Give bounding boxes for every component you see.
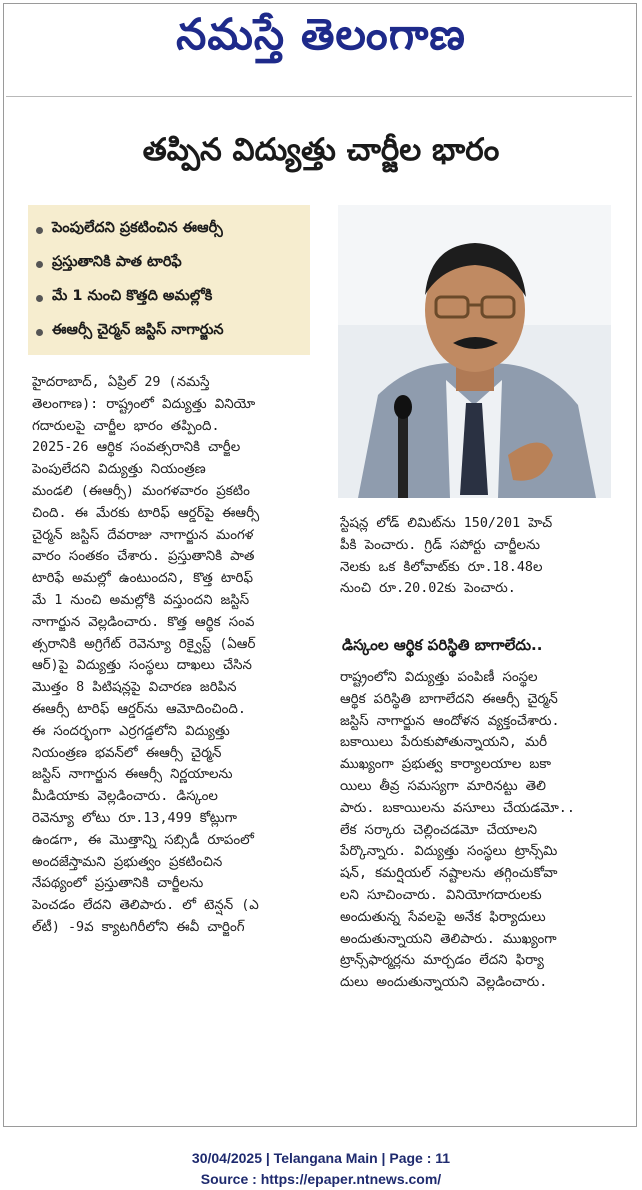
page-footer [0,1148,642,1190]
body-line: ఆర్)పై విద్యుత్తు సంస్థలు దాఖలు చేసిన [32,658,252,674]
body-line: మీడియాకు వెల్లడించారు. డిస్కంల [32,789,218,805]
footer-source: Source : https://epaper.ntnews.com/ [200,1171,442,1187]
body-line: పెంచడం లేదని తెలిపారు. లో టెన్షన్ (ఎ [32,898,259,914]
article-left-column [32,372,326,939]
body-line: పీకి పెంచారు. గ్రిడ్ సపోర్టు చార్జీలను [340,537,541,553]
bullet-icon [36,329,43,336]
body-line: ముఖ్యంగా ప్రభుత్వ కార్యాలయాల బకా [340,757,552,773]
highlight-item [28,315,310,349]
body-line: పేర్కొన్నారు. విద్యుత్తు సంస్థలు ట్రాన్స్‌మి [340,844,558,860]
body-line: మే 1 నుంచి అమల్లోకి వస్తుందని జస్టిస్ [32,592,250,608]
article-right-column-bottom [340,667,622,994]
body-line: అందజేస్తామని ప్రభుత్వం ప్రకటించిన [32,854,223,870]
body-line: చింది. ఈ మేరకు టారిఫ్ ఆర్డర్‌పై ఈఆర్సీ [32,505,260,521]
body-line: ఉండగా, ఈ మొత్తాన్ని సబ్సిడీ రూపంలో [32,832,254,848]
body-line: అందుతున్నాయని తెలిపారు. ముఖ్యంగా [340,931,557,947]
masthead-logo: నమస్తే తెలంగాణ [176,10,466,60]
bullet-icon [36,261,43,268]
highlight-text: ప్రస్తుతానికి పాత టారిఫే [52,254,182,270]
highlight-text: ఈఆర్సీ చైర్మన్ జస్టిస్ నాగార్జున [52,322,224,338]
body-line: ఈ సందర్భంగా ఎర్రగడ్డలోని విద్యుత్తు [32,723,230,739]
body-line: స్టేషన్ల లోడ్ లిమిట్‌ను 150/201 హెచ్ [340,516,553,531]
body-line: పారు. బకాయిలను వసూలు చేయడమో.. [340,800,575,816]
highlight-item [28,213,310,247]
body-line: పెంపులేదని విద్యుత్తు నియంత్రణ [32,462,206,478]
body-line: తెలంగాణ): రాష్ట్రంలో విద్యుత్తు వినియో [32,396,256,412]
body-line: నియంత్రణ భవన్‌లో ఈఆర్సీ చైర్మన్ [32,745,222,761]
body-line: జస్టిస్ నాగార్జున ఈఆర్సీ నిర్ణయాలను [32,767,233,783]
body-line: వారం సంతకం చేశారు. ప్రస్తుతానికి పాత [32,549,255,565]
chairman-photo [338,205,611,498]
body-line: దులు అందుతున్నాయని వెల్లడించారు. [340,975,548,991]
body-line: రాష్ట్రంలోని విద్యుత్తు పంపిణీ సంస్థల [340,670,538,685]
body-line: మొత్తం 8 పిటిషన్లపై విచారణ జరిపిన [32,680,237,696]
body-line: రెవెన్యూ లోటు రూ.13,499 కోట్లుగా [32,810,238,826]
body-line: అందుతున్న సేవలపై అనేక ఫిర్యాదులు [340,909,546,925]
article-right-column-top [340,513,622,600]
bullet-icon [36,227,43,234]
body-line: లని సూచించారు. వినియోగదారులకు [340,887,542,903]
body-line: ఈఆర్సీ టారిఫ్ ఆర్డర్‌ను ఆమోదించింది. [32,701,246,717]
body-line: లేక సర్కారు చెల్లించడమో చేయాలని [340,822,538,838]
body-line: నెలకు ఒక కిలోవాట్‌కు రూ.18.48ల [340,559,543,575]
highlight-text: పెంపులేదని ప్రకటించిన ఈఆర్సీ [52,220,223,236]
highlight-item [28,281,310,315]
body-line: టారిఫే అమల్లో ఉంటుందని, కొత్త టారిఫ్ [32,571,253,587]
body-line: నాగార్జున వెల్లడించారు. కొత్త ఆర్థిక సంవ [32,614,255,630]
highlight-item [28,247,310,281]
body-line: హైదరాబాద్, ఏప్రిల్ 29 (నమస్తే [32,375,210,390]
body-line: ల్‌టీ) -9వ క్యాటగిరీలోని ఈవీ చార్జింగ్ [32,919,245,935]
body-line: ఆర్థిక పరిస్థితి బాగాలేదని ఈఆర్సీ చైర్మన్ [340,691,558,707]
chairman-photo-illustration [338,205,611,498]
article-headline: తప్పిన విద్యుత్తు చార్జీల భారం [142,132,500,168]
body-line: 2025-26 ఆర్థిక సంవత్సరానికి చార్జీల [32,440,241,456]
body-line: గదారులపై చార్జీల భారం తప్పింది. [32,418,220,434]
body-line: బకాయిలు పేరుకుపోతున్నాయని, మరీ [340,735,548,751]
footer-date-edition: 30/04/2025 | Telangana Main | Page : 11 [191,1150,451,1166]
masthead-divider [6,96,632,97]
body-line: యిలు తీవ్ర సమస్యగా మారినట్టు తెలి [340,778,546,794]
body-line: షన్, కమర్షియల్ నష్టాలను తగ్గించుకోవా [340,866,558,882]
body-line: మండలి (ఈఆర్సీ) మంగళవారం ప్రకటిం [32,483,250,499]
bullet-icon [36,295,43,302]
body-line: జస్టిస్ నాగార్జున ఆందోళన వ్యక్తంచేశారు. [340,713,560,729]
body-line: చైర్మన్ జస్టిస్ దేవరాజు నాగార్జున మంగళ [32,527,254,543]
body-line: త్సరానికి అగ్రిగేట్ రెవెన్యూ రిక్వైస్ట్ (ఏఆర్ [32,636,256,652]
highlight-text: మే 1 నుంచి కొత్తది అమల్లోకి [52,288,213,304]
highlights-box [28,205,310,355]
body-line: ట్రాన్స్‌ఫార్మర్లను మార్చడం లేదని ఫిర్యా [340,953,544,969]
section-subhead: డిస్కంల ఆర్థిక పరిస్థితి బాగాలేదు.. [342,636,543,654]
body-line: నుంచి రూ.20.02కు పెంచారు. [340,581,516,597]
body-line: నేపథ్యంలో ప్రస్తుతానికి చార్జీలను [32,876,204,892]
